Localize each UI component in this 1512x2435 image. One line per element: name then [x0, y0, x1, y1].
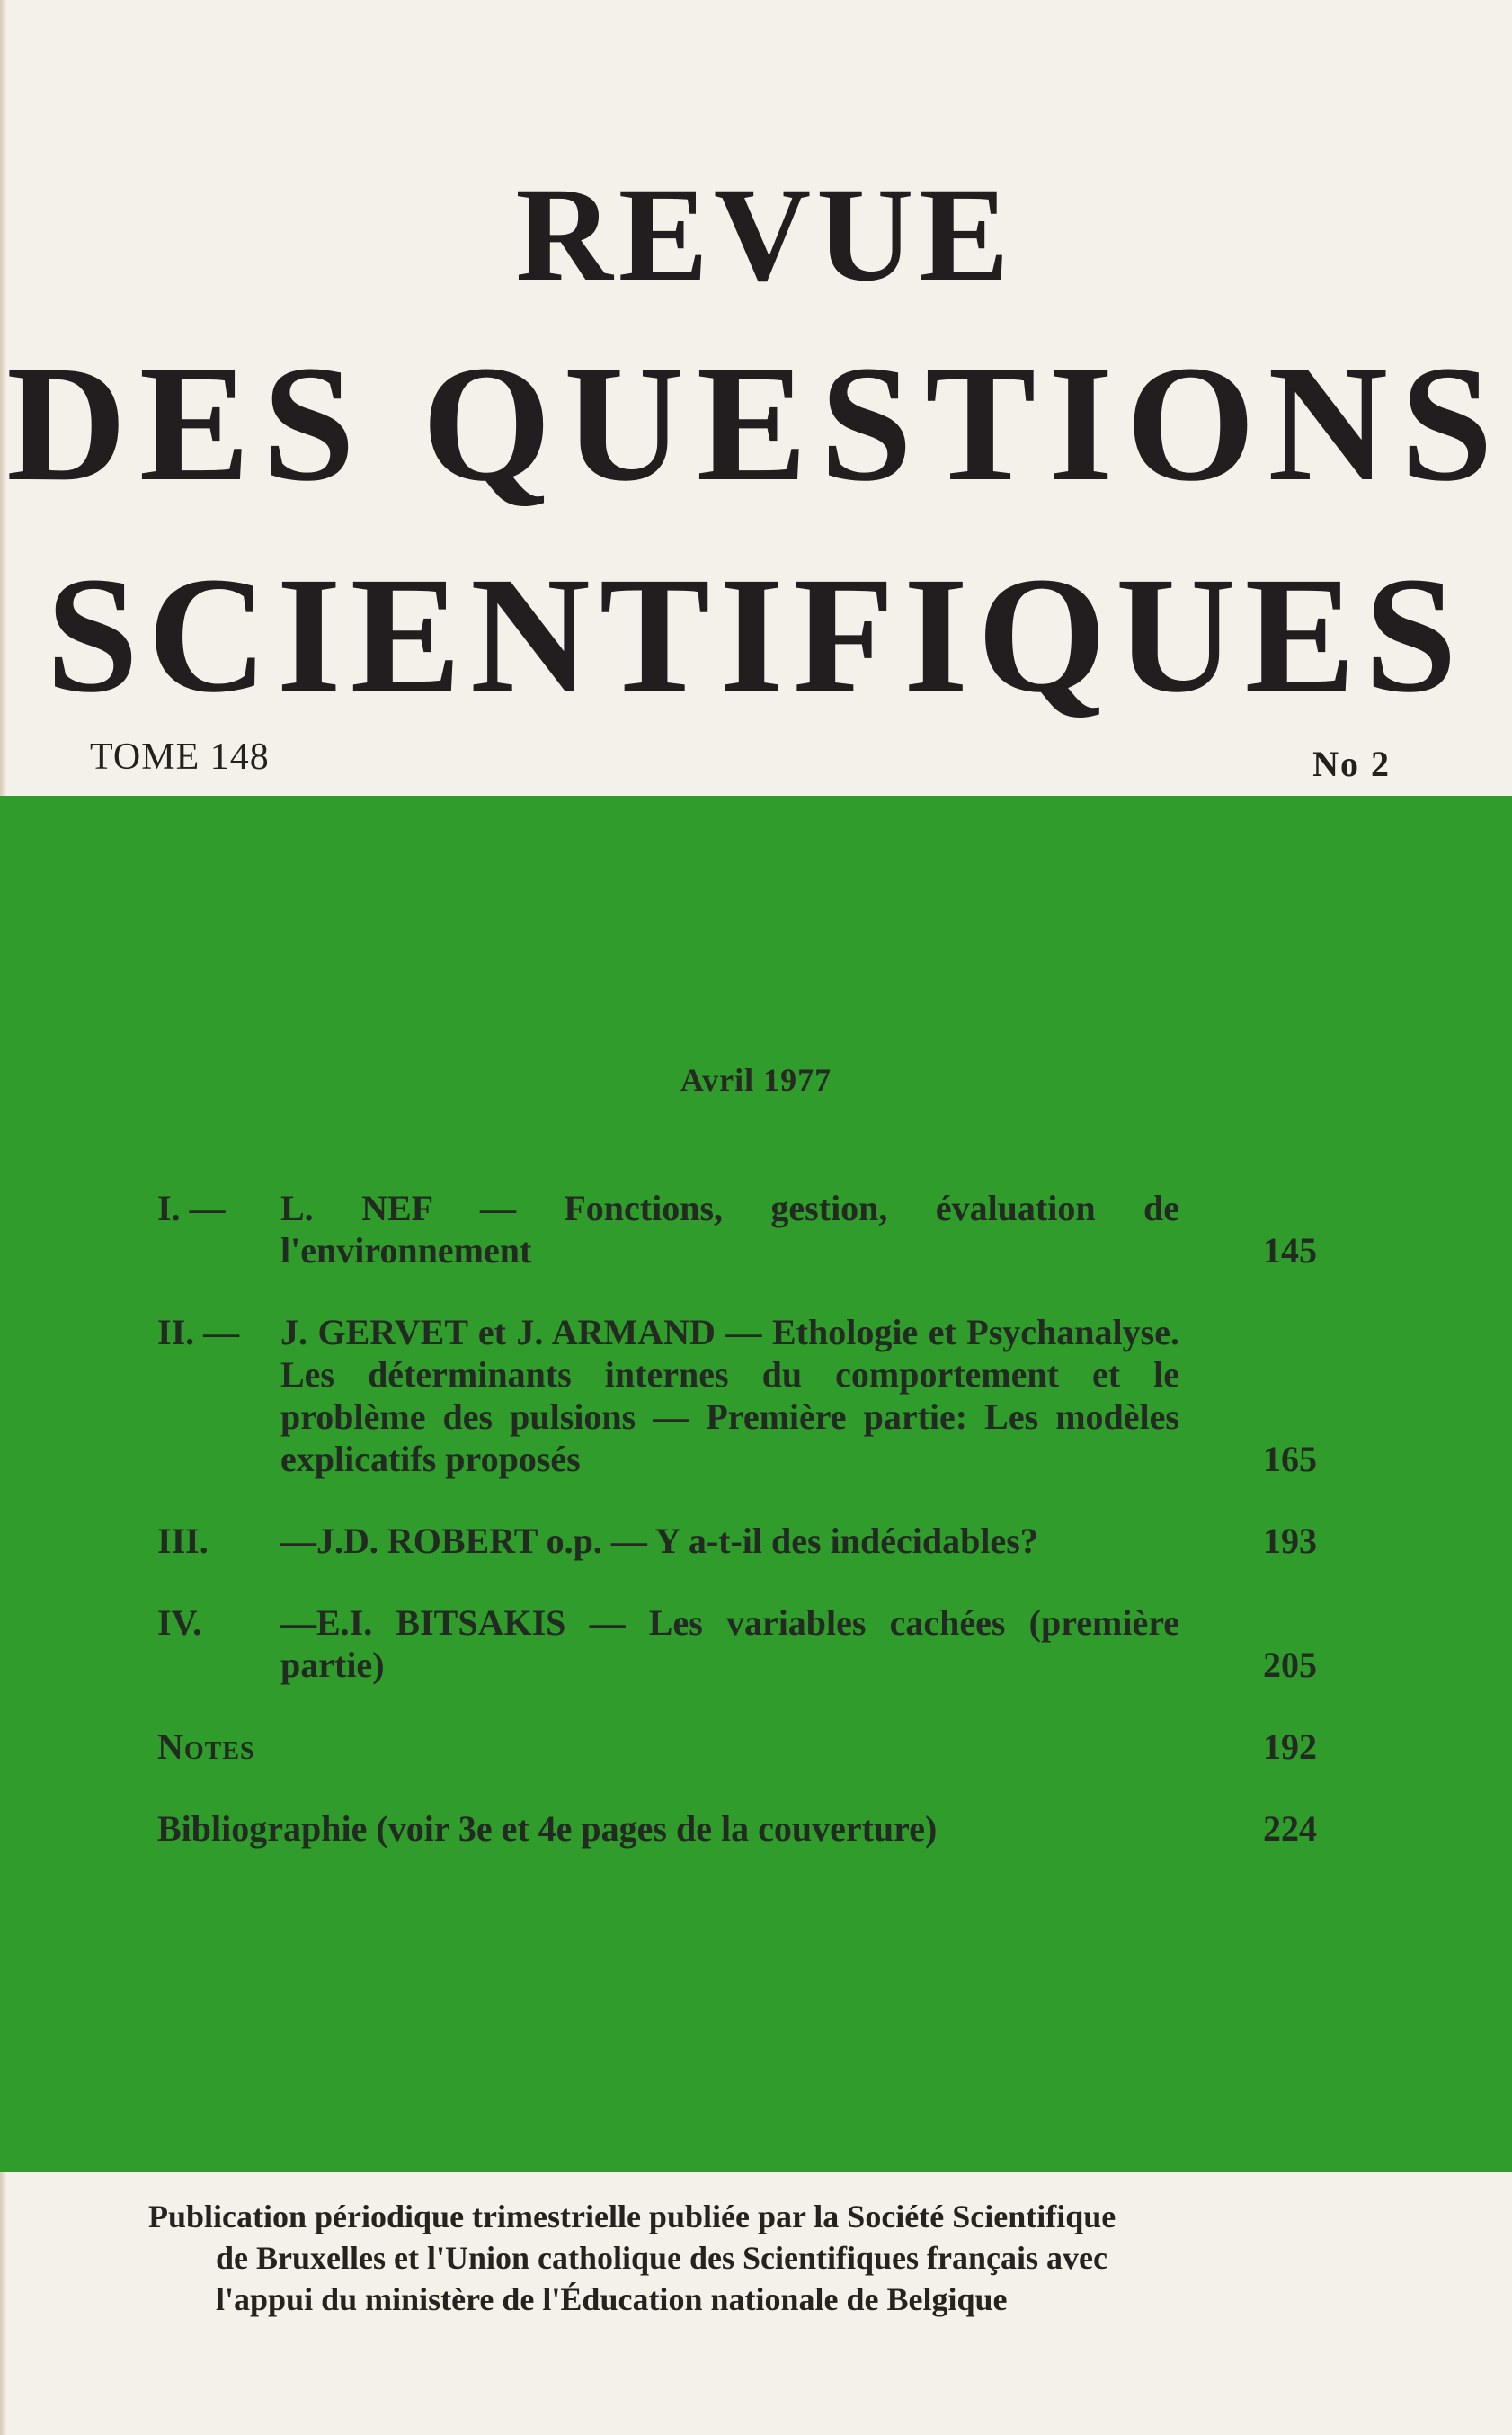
toc-entry-page: 224 [1263, 1808, 1317, 1849]
toc-entry-title: L. NEF — Fonctions, gestion, évaluation de l'environnement [280, 1188, 1179, 1271]
toc-entry-notes [157, 1726, 1317, 1768]
publication-note-line-3: l'appui du ministère de l'Éducation nationale de Belgique [216, 2281, 1008, 2317]
toc-entry-page: 165 [1263, 1439, 1317, 1479]
toc-entry-page: 193 [1263, 1521, 1317, 1561]
toc-entry-number: III. [157, 1521, 209, 1561]
toc-entry-title: —J.D. ROBERT o.p. — Y a-t-il des indécidables? [280, 1521, 1038, 1561]
publication-note-line-2: de Bruxelles et l'Union catholique des Scientifiques français avec [216, 2240, 1107, 2276]
issue-number: No 2 [1312, 744, 1391, 784]
toc-entry-3 [157, 1520, 1317, 1562]
toc-entry-number: II. — [157, 1312, 240, 1352]
title-line-1: REVUE [515, 160, 1015, 309]
toc-entry-bibliography [157, 1807, 1317, 1850]
toc-entry-page: 145 [1263, 1230, 1317, 1271]
toc-entry-title: Notes [157, 1726, 255, 1767]
toc-entry-title: Bibliographie (voir 3e et 4e pages de la couverture) [157, 1808, 938, 1849]
toc-entry-page: 192 [1263, 1726, 1317, 1767]
publication-note [148, 2196, 1317, 2320]
issue-date: Avril 1977 [680, 1062, 832, 1098]
toc-entry-4 [157, 1601, 1317, 1686]
toc-entry-title: —E.I. BITSAKIS — Les variables cachées (première partie) [280, 1602, 1179, 1685]
toc-entry-1 [157, 1187, 1317, 1271]
publication-note-line-1: Publication périodique trimestrielle publiée par la Société Scientifique [148, 2199, 1116, 2234]
toc-entry-2 [157, 1311, 1317, 1480]
toc-entry-title: J. GERVET et J. ARMAND — Ethologie et Psychanalyse. Les déterminants internes du comportement et le problème des pulsions — Première partie: Les modèles explicatifs proposés [280, 1312, 1179, 1479]
title-line-2: DES QUESTIONS [6, 332, 1506, 516]
toc-entry-page: 205 [1263, 1645, 1317, 1685]
toc-entry-number: I. — [157, 1188, 226, 1228]
tome-label: TOME 148 [90, 736, 270, 778]
table-of-contents [157, 1187, 1317, 1889]
toc-entry-number: IV. [157, 1602, 202, 1643]
title-line-3: SCIENTIFIQUES [46, 543, 1466, 727]
